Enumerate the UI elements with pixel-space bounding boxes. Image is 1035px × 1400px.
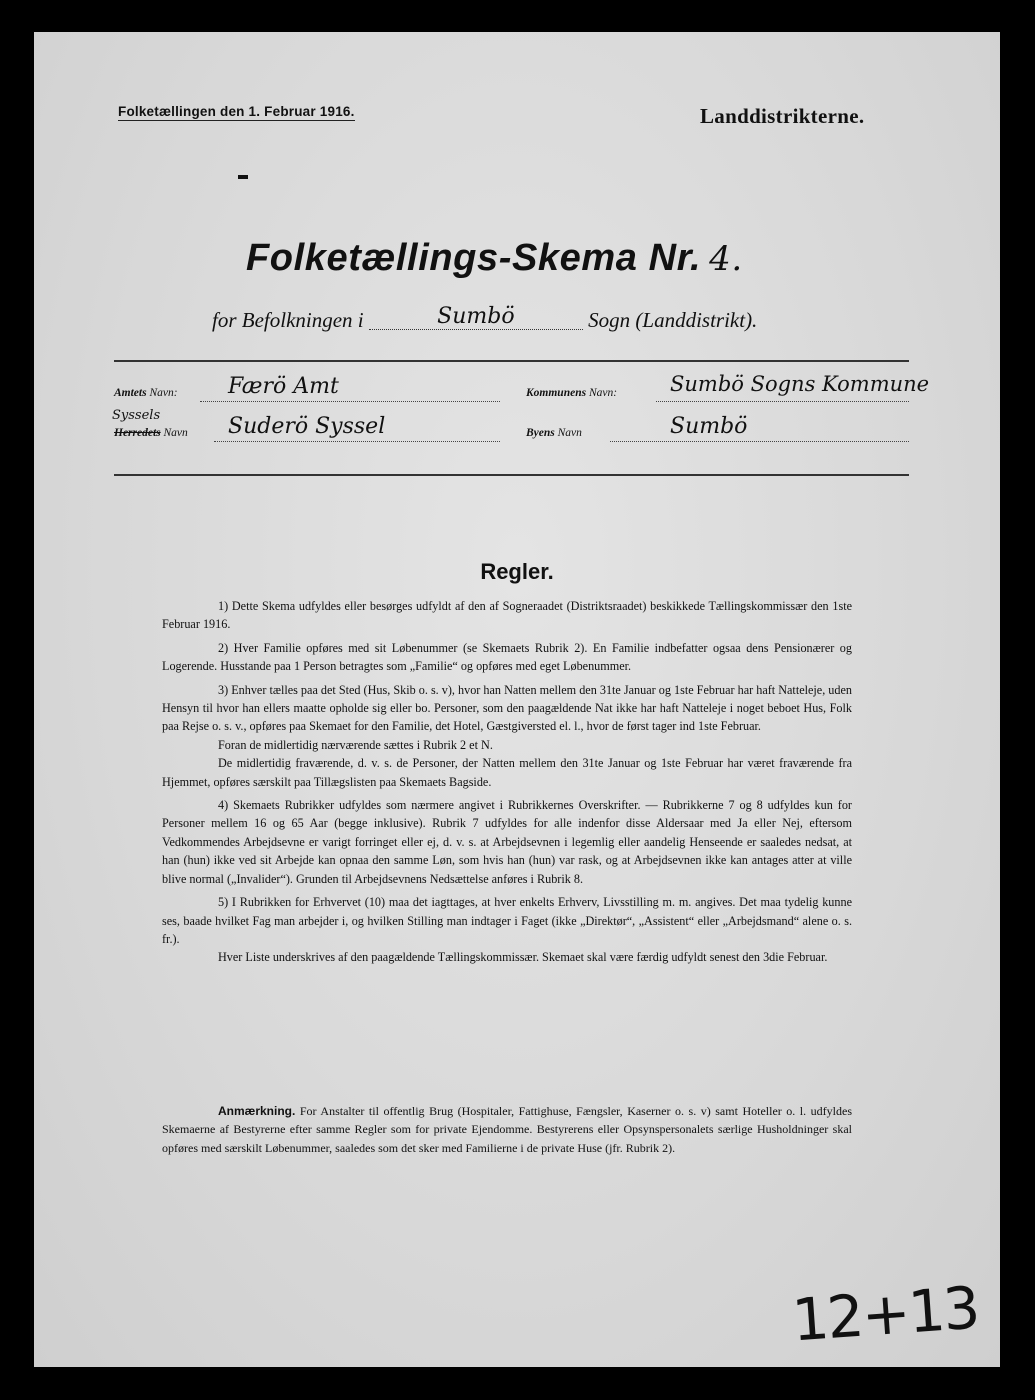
census-form-page	[34, 32, 1000, 1367]
form-subtitle	[212, 304, 758, 334]
ink-mark	[238, 175, 248, 179]
divider-top	[114, 360, 909, 362]
subtitle-suffix: Sogn (Landdistrikt).	[588, 308, 758, 332]
by-field-line	[610, 421, 909, 442]
rule-3-temporary-absent: De midlertidig fraværende, d. v. s. de Personer, der Natten mellem den 31te Januar og 1ste Februar har været fraværende fra Hjemmet, opføres særskilt paa Tillægslisten paa Skemaets Bagside.	[162, 756, 852, 789]
amt-label	[114, 387, 178, 399]
amt-label-bold: Amtets	[114, 387, 147, 399]
remark-paragraph	[162, 1102, 852, 1157]
rule-5: 5) I Rubrikken for Erhvervet (10) maa det iagttages, at hver enkelts Erhverv, Livsstilling m. m. angives. Det maa tydelig kunne ses, baade hvilket Fag man arbejder i, og hvilken Stilling man indtager i Faget (ikke „Direktør“, „Assistent“ eller „Arbejdsmand“ alene o. s. fr.).	[162, 895, 852, 946]
herred-value-handwritten: Suderö Syssel	[228, 414, 386, 439]
parish-name-handwritten: Sumbö	[369, 304, 583, 330]
rules-heading: Regler.	[480, 559, 554, 584]
kommune-label	[526, 387, 617, 399]
census-date-header: Folketællingen den 1. Februar 1916.	[118, 104, 355, 119]
form-title-text: Folketællings-Skema Nr.	[246, 237, 702, 279]
herred-label	[114, 427, 188, 439]
by-label	[526, 427, 582, 439]
by-label-bold: Byens	[526, 427, 555, 439]
amt-label-rest: Navn:	[149, 387, 178, 399]
rule-1: 1) Dette Skema udfyldes eller besørges udfyldt af den af Sogneraadet (Distriktsraadet) beskikkede Tællingskommissær den 1ste Februar 1916.	[162, 599, 852, 632]
rule-3: 3) Enhver tælles paa det Sted (Hus, Skib o. s. v), hvor han Natten mellem den 31te Januar og 1ste Februar har haft Natteleje, uden Hensyn til hvor han ellers maatte opholde sig eller bo. Personer, som den paagældende Nat ikke har haft Natteleje i noget beboet Hus, Folk paa Rejse o. s. v., opføres paa Skemaet for den Familie, det Hotel, Gæstgiversted el. l., hvor de først tager ind 1ste Februar.	[162, 682, 852, 734]
rule-2: 2) Hver Familie opføres med sit Løbenummer (se Skemaets Rubrik 2). En Familie indbefatter ogsaa dens Pensionærer og Logerende. Husstande paa 1 Person betragtes som „Familie“ og opføres med eget Løbenummer.	[162, 640, 852, 674]
form-title	[246, 237, 743, 280]
remark-section	[162, 1102, 852, 1157]
remark-label: Anmærkning.	[218, 1104, 296, 1118]
handwritten-page-number: 12+13	[789, 1273, 981, 1355]
district-type-header: Landdistrikterne.	[700, 104, 865, 128]
subtitle-prefix: for Befolkningen i	[212, 308, 364, 332]
rule-3-temporary-present: Foran de midlertidig nærværende sættes i Rubrik 2 et N.	[218, 737, 493, 752]
divider-bottom	[114, 474, 909, 476]
rule-5-signature: Hver Liste underskrives af den paagældende Tællingskommissær. Skemaet skal være færdig udfyldt senest den 3die Februar.	[218, 950, 828, 965]
rules-body	[162, 597, 852, 972]
rule-4: 4) Skemaets Rubrikker udfyldes som nærmere angivet i Rubrikkernes Overskrifter. — Rubrikkerne 7 og 8 udfyldes kun for Personer mellem 16 og 65 Aar (begge inklusive). Rubrik 7 udfyldes for alle indenfor disse Aldersaar med Ja eller Nej, eftersom Vedkommendes Arbejdsevne er varigt forringet eller ej, d. v. s. at Arbejdsevnen i legemlig eller aandelig Henseende er saaledes nedsat, at han (hun) ikke ved sit Arbejde kan opnaa den samme Løn, som hvis han (hun) var rask, og at Arbejdsevnen ikke kan antages atter at ville blive normal („Invalider“). Grunden til Arbejdsevnens Nedsættelse anføres i Rubrik 8.	[162, 798, 852, 886]
kommune-value-handwritten: Sumbö Sogns Kommune	[670, 372, 930, 396]
kommune-label-bold: Kommunens	[526, 387, 587, 399]
by-label-rest: Navn	[557, 427, 582, 439]
herred-correction-handwritten: Syssels	[112, 408, 161, 423]
by-value-handwritten: Sumbö	[670, 414, 748, 439]
remark-text: For Anstalter til offentlig Brug (Hospitaler, Fattighuse, Fængsler, Kaserner o. s. v) samt Hoteller o. l. udfyldes Skemaerne af Bestyrerne efter samme Regler som for private Ejendomme. Bestyrerens eller Opsynspersonalets særlige Husholdninger skal opføres med særskilt Løbenummer, saaledes som det sker med Familierne i de private Huse (jfr. Rubrik 2).	[162, 1104, 852, 1155]
kommune-label-rest: Navn:	[588, 387, 618, 399]
form-number: 4.	[709, 239, 743, 279]
amt-value-handwritten: Færö Amt	[228, 374, 339, 399]
herred-label-rest: Navn	[163, 427, 188, 439]
herred-label-struck: Herredets	[114, 427, 161, 439]
